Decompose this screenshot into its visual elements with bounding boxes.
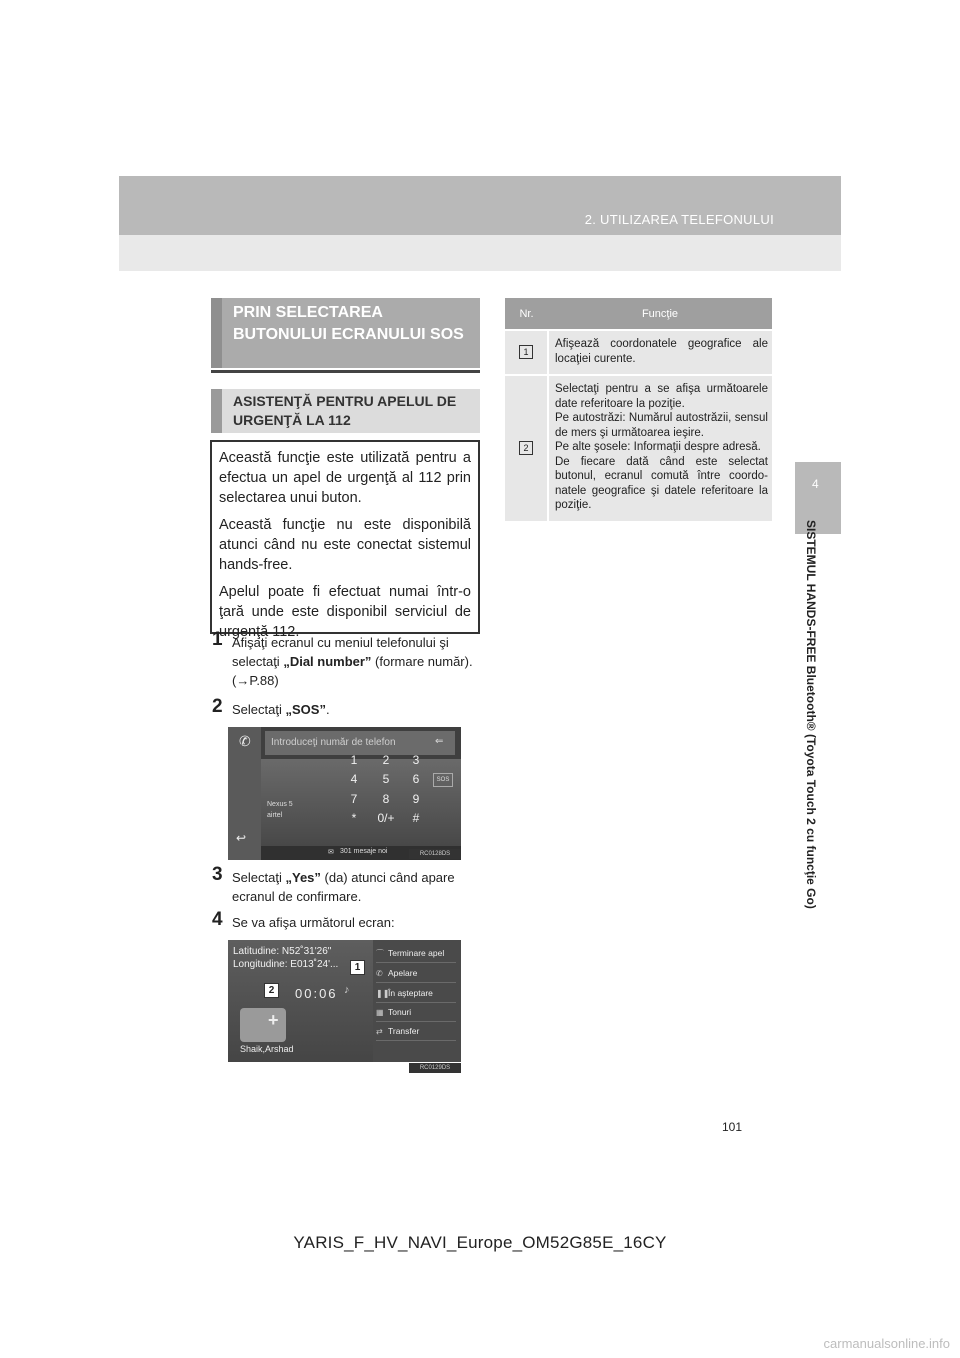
step-bold: „SOS” [285,702,326,717]
latitude: Latitudine: N52˚31'26" [233,946,332,957]
phone-icon: ✆ [376,969,383,978]
call-screen-screenshot [228,940,461,1062]
figure-code: RC0128DS [409,849,461,859]
phone-number-input: Introduceţi număr de telefon [265,731,455,755]
phone-icon: ✆ [239,733,251,749]
key: # [412,811,420,825]
step-bold: „Dial number” [283,654,372,669]
info-paragraph: Apelul poate fi efectuat numai într-o ţară unde este disponibil serviciul de urgenţă 112. [219,584,471,640]
row-function: Selectaţi pentru a se afişa următoarele date referitoare la poziţie. Pe autostrăzi: Numărul autostrăzii, sensul de mers şi următoarea ieşire. Pe alte şosele: Informaţii despre adresă. De fiecare dată când este selectat butonul, ecranul comută între coordo-natele geografice şi datele referitoare la poziţie. [548,375,772,521]
document-code: YARIS_F_HV_NAVI_Europe_OM52G85E_16CY [293,1233,667,1252]
step-text: Se va afişa următorul ecran: [232,915,395,930]
longitude: Longitudine: E013˚24'... [233,959,339,970]
key: 2 [382,753,390,767]
key: 9 [412,792,420,806]
menu-label: Terminare apel [388,948,445,958]
info-paragraph: Această funcţie nu este disponibilă atunci când nu este conectat sistemul hands-free. [219,517,471,573]
step-text: (formare număr). (→P.88) [232,654,473,688]
row-number: 1 [519,345,533,359]
page-number: 101 [722,1120,743,1134]
menu-label: Tonuri [388,1007,412,1017]
info-box [210,440,480,640]
key: 5 [382,772,390,786]
back-icon: ↩ [236,831,247,845]
step-number: 2 [212,696,223,717]
step-text: (da) atunci când apare ecranul de confirmare. [232,870,455,904]
hold-icon: ❚❚ [376,989,390,998]
subsection-heading-text: ASISTENŢĂ PENTRU APELUL DE URGENŢĂ LA 112 [233,393,457,428]
function-table [505,298,772,521]
column-header-no: Nr. [505,298,548,330]
call-menu-item [376,984,456,1003]
message-icon: ✉ [328,849,334,856]
step-text: Selectaţi [232,702,286,717]
step-number: 4 [212,909,223,930]
callout-marker-1: 1 [350,960,365,975]
end-call-icon: ⌒ [376,949,384,958]
mute-icon: ♪ [344,984,350,996]
contact-name: Shaik,Arshad [240,1044,294,1054]
carrier-name: airtel [267,812,283,819]
figure-code: RC0129DS [409,1063,461,1073]
message-count: 301 mesaje noi [340,848,388,855]
call-menu-item [376,944,456,963]
info-paragraph: Această funcţie este utilizată pentru a efectua un apel de urgenţă al 112 prin selectarea unui buton. [219,450,471,506]
call-menu-item [376,1022,456,1041]
watermark: carmanualsonline.info [823,1336,950,1351]
key: 6 [412,772,420,786]
key: 1 [350,753,358,767]
section-heading-text: PRIN SELECTAREA BUTONULUI ECRANULUI SOS [233,304,464,343]
cross-icon: + [268,1010,279,1030]
key: 7 [350,792,358,806]
key: 8 [382,792,390,806]
side-tab [795,462,841,534]
row-function: Afişează coordonatele geografice ale locaţiei curente. [548,330,772,375]
menu-label: Apelare [388,968,418,978]
chapter-title: 2. UTILIZAREA TELEFONULUI [584,212,774,227]
menu-label: În aşteptare [388,988,433,998]
coordinates [233,945,338,971]
call-menu-item [376,964,456,983]
backspace-icon: ⇐ [435,736,444,747]
sos-button: SOS [433,773,453,787]
section-heading [211,298,480,368]
menu-label: Transfer [388,1026,420,1036]
call-menu-item [376,1003,456,1022]
step-bold: „Yes” [285,870,321,885]
device-info [267,799,293,821]
column-header-function: Funcţie [548,298,772,330]
step-text: Afişaţi ecranul cu meniul telefonului şi selectaţi [232,635,449,669]
step-number: 3 [212,864,223,885]
side-tab-number: 4 [812,477,819,491]
key: 4 [350,772,358,786]
call-timer: 00:06 [295,986,338,1001]
table-row [505,330,772,375]
side-tab-title: SISTEMUL HANDS-FREE Bluetooth® (Toyota Touch 2 cu funcţie Go) [804,520,818,909]
key: 3 [412,753,420,767]
transfer-icon: ⇄ [376,1027,383,1036]
device-name: Nexus 5 [267,801,293,808]
step-number: 1 [212,629,223,650]
row-number: 2 [519,441,533,455]
table-header-row [505,298,772,330]
subsection-heading [211,389,480,433]
table-row [505,375,772,521]
step-text: Selectaţi [232,870,286,885]
tones-icon: ▦ [376,1008,384,1017]
callout-marker-2: 2 [264,983,279,998]
key: * [351,811,357,825]
key: 0/+ [377,811,395,825]
section-rule [211,370,480,373]
step-text: . [325,702,330,717]
phone-keypad-screenshot [228,727,461,860]
ambulance-image [240,1008,286,1042]
